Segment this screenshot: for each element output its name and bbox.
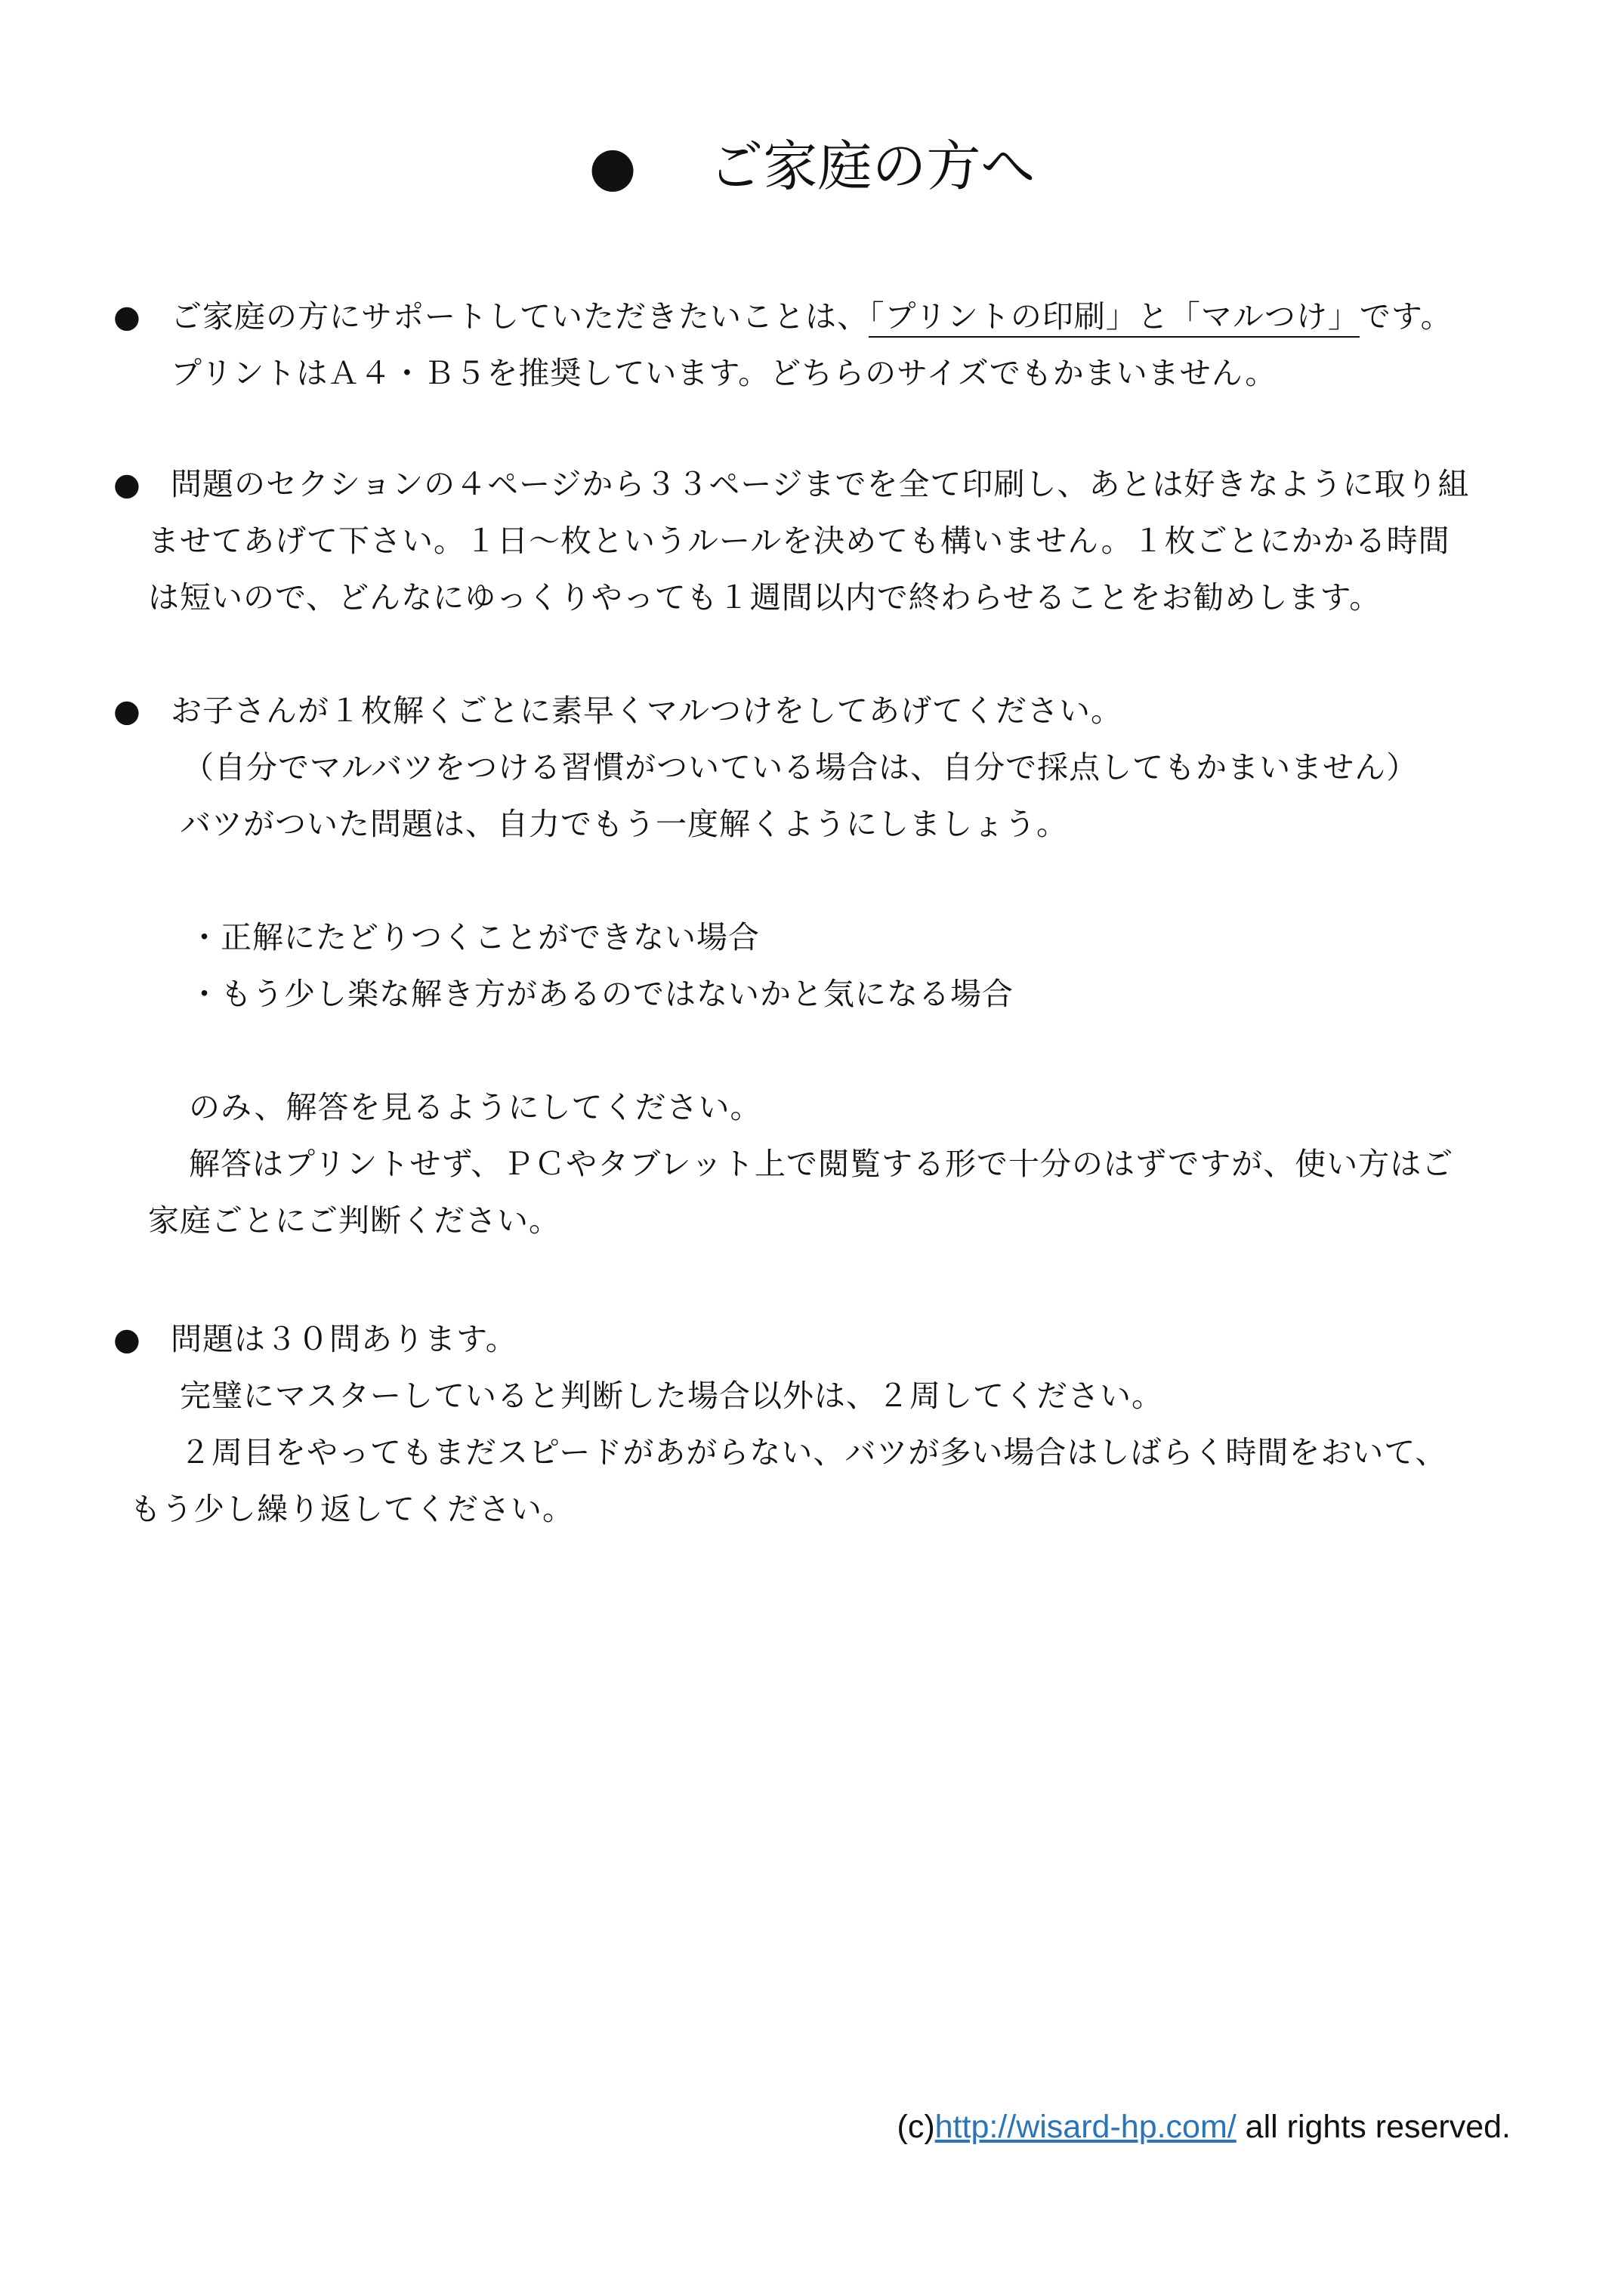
section-3-list-item-1: ・正解にたどりつくことができない場合 — [189, 919, 760, 955]
section-1-line-1-post: です。 — [1359, 298, 1453, 335]
section-3-bullet-icon: ● — [113, 693, 141, 729]
section-2-line-2: ませてあげて下さい。１日～枚というルールを決めても構いません。１枚ごとにかかる時間 — [148, 523, 1450, 559]
section-marking-guidance — [113, 683, 1548, 1249]
section-1-line-1 — [113, 289, 1548, 345]
section-2-line-1 — [113, 456, 1548, 513]
section-1-emphasis: 「プリントの印刷」と「マルつけ」 — [869, 298, 1360, 338]
section-2-line-3: は短いので、どんなにゆっくりやっても１週間以内で終わらせることをお勧めします。 — [148, 579, 1382, 616]
section-4-line-3: ２周目をやってもまだスピードがあがらない、バツが多い場合はしばらく時間をおいて、 — [180, 1434, 1447, 1471]
section-4-line-1 — [113, 1311, 1548, 1368]
section-4-bullet-icon: ● — [113, 1321, 141, 1357]
section-problem-count — [113, 1311, 1548, 1538]
copyright-footer — [897, 2104, 1511, 2149]
section-3-spacer-2 — [113, 1023, 1548, 1079]
section-1-line-2: プリントはＡ４・Ｂ５を推奨しています。どちらのサイズでもかまいません。 — [171, 355, 1277, 391]
section-print-pages — [113, 456, 1548, 626]
section-3-line-6: 家庭ごとにご判断ください。 — [148, 1202, 560, 1239]
section-3-line-4: のみ、解答を見るようにしてください。 — [189, 1089, 762, 1125]
title-bullet-icon: ● — [588, 134, 637, 198]
section-1-line-1-pre: ご家庭の方にサポートしていただきたいことは、 — [171, 298, 869, 335]
section-2-bullet-icon: ● — [113, 466, 141, 502]
section-4-line-1-text: 問題は３０問あります。 — [171, 1321, 517, 1357]
website-link[interactable]: http://wisard-hp.com/ — [934, 2109, 1237, 2145]
section-3-line-1-text: お子さんが１枚解くごとに素早くマルつけをしてあげてください。 — [171, 693, 1122, 729]
section-3-line-2: （自分でマルバツをつける習慣がついている場合は、自分で採点してもかまいません） — [183, 749, 1419, 785]
section-3-line-5: 解答はプリントせず、ＰＣやタブレット上で閲覧する形で十分のはずですが、使い方はご — [189, 1146, 1454, 1182]
section-3-spacer-1 — [113, 853, 1548, 909]
copyright-suffix: all rights reserved. — [1236, 2109, 1511, 2145]
section-3-line-1 — [113, 683, 1548, 739]
section-printing-and-marking — [113, 289, 1548, 402]
section-2-line-1-text: 問題のセクションの４ページから３３ページまでを全て印刷し、あとは好きなように取り組 — [171, 466, 1470, 502]
section-3-list-item-2: ・もう少し楽な解き方があるのではないかと気になる場合 — [189, 976, 1014, 1012]
section-4-line-4: もう少し繰り返してください。 — [130, 1491, 574, 1527]
page-title-text: ご家庭の方へ — [709, 134, 1036, 198]
page-title — [0, 130, 1624, 202]
section-1-bullet-icon: ● — [113, 298, 141, 335]
section-4-line-2: 完璧にマスターしていると判断した場合以外は、２周してください。 — [180, 1378, 1163, 1414]
copyright-prefix: (c) — [897, 2109, 935, 2145]
section-3-line-3: バツがついた問題は、自力でもう一度解くようにしましょう。 — [180, 806, 1068, 842]
